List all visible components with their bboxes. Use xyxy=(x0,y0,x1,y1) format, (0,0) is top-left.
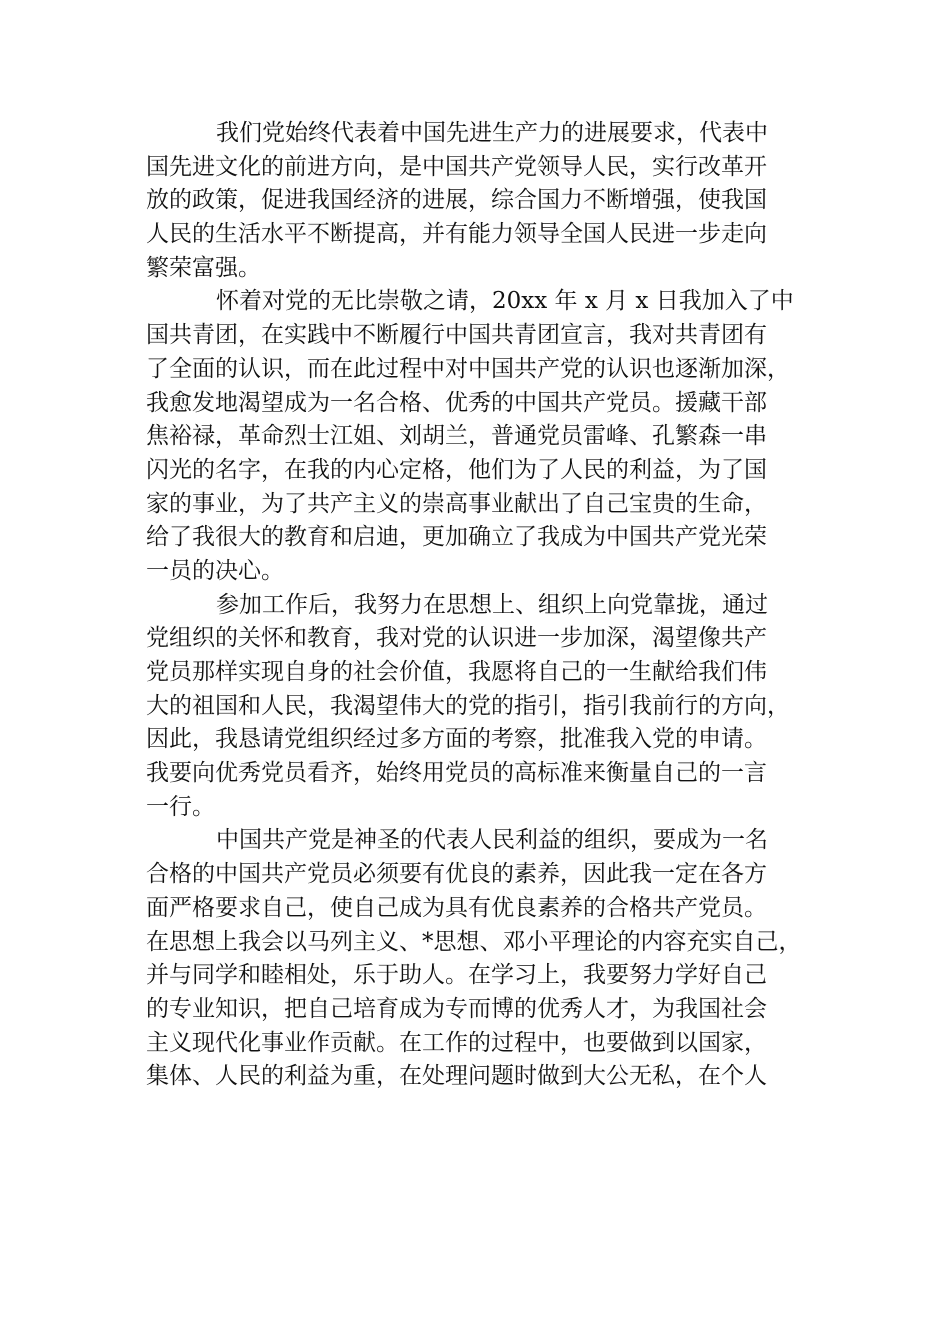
paragraph-3-line-2: 党组织的关怀和教育，我对党的认识进一步加深，渴望像共产 xyxy=(146,625,767,652)
paragraph-1-line-3: 放的政策，促进我国经济的进展，综合国力不断增强，使我国 xyxy=(146,187,767,214)
paragraph-4-line-8: 集体、人民的利益为重，在处理问题时做到大公无私，在个人 xyxy=(146,1063,767,1090)
paragraph-4-line-3: 面严格要求自己，使自己成为具有优良素养的合格共产党员。 xyxy=(146,894,767,921)
paragraph-3-line-3: 党员那样实现自身的社会价值，我愿将自己的一生献给我们伟 xyxy=(146,659,767,685)
paragraph-4-line-2: 合格的中国共产党员必须要有优良的素养，因此我一定在各方 xyxy=(146,861,767,888)
paragraph-4-line-7: 主义现代化事业作贡献。在工作的过程中，也要做到以国家， xyxy=(146,1029,767,1056)
paragraph-2-line-1: 怀着对党的无比崇敬之请，20xx 年 x 月 x 日我加入了中 xyxy=(216,288,794,315)
paragraph-2-line-6: 闪光的名字，在我的内心定格，他们为了人民的利益，为了国 xyxy=(146,456,767,483)
paragraph-4-line-1: 中国共产党是神圣的代表人民利益的组织，要成为一名 xyxy=(216,827,768,854)
paragraph-3-line-5: 因此，我恳请党组织经过多方面的考察，批准我入党的申请。 xyxy=(146,726,767,753)
paragraph-1-line-4: 人民的生活水平不断提高，并有能力领导全国人民进一步走向 xyxy=(146,221,767,248)
paragraph-3-line-7: 一行。 xyxy=(146,793,215,820)
document-body xyxy=(146,117,826,1094)
paragraph-2-line-8: 给了我很大的教育和启迪，更加确立了我成为中国共产党光荣 xyxy=(146,524,767,551)
paragraph-2-line-2: 国共青团，在实践中不断履行中国共青团宣言，我对共青团有 xyxy=(146,322,767,349)
paragraph-1-line-2: 国先进文化的前进方向，是中国共产党领导人民，实行改革开 xyxy=(146,153,767,180)
paragraph-4-line-6: 的专业知识，把自己培育成为专而博的优秀人才，为我国社会 xyxy=(146,995,767,1022)
paragraph-1-line-1: 我们党始终代表着中国先进生产力的进展要求，代表中 xyxy=(216,120,768,146)
paragraph-2-line-3: 了全面的认识，而在此过程中对中国共产党的认识也逐渐加深， xyxy=(146,355,790,382)
paragraph-2-line-4: 我愈发地渴望成为一名合格、优秀的中国共产党员。援藏干部 xyxy=(146,389,767,416)
paragraph-3-line-6: 我要向优秀党员看齐，始终用党员的高标准来衡量自己的一言 xyxy=(146,760,767,787)
paragraph-2-line-9: 一员的决心。 xyxy=(146,557,284,584)
paragraph-3-line-4: 大的祖国和人民，我渴望伟大的党的指引，指引我前行的方向， xyxy=(146,692,790,719)
paragraph-1-line-5: 繁荣富强。 xyxy=(146,254,261,281)
paragraph-3-line-1: 参加工作后，我努力在思想上、组织上向党靠拢，通过 xyxy=(216,591,768,618)
paragraph-4-line-5: 并与同学和睦相处，乐于助人。在学习上，我要努力学好自己 xyxy=(146,962,767,989)
paragraph-2-line-5: 焦裕禄，革命烈士江姐、刘胡兰，普通党员雷峰、孔繁森一串 xyxy=(146,423,767,450)
paragraph-2-line-7: 家的事业，为了共产主义的崇高事业献出了自己宝贵的生命， xyxy=(146,490,767,517)
paragraph-4-line-4: 在思想上我会以马列主义、*思想、邓小平理论的内容充实自己， xyxy=(146,928,802,955)
